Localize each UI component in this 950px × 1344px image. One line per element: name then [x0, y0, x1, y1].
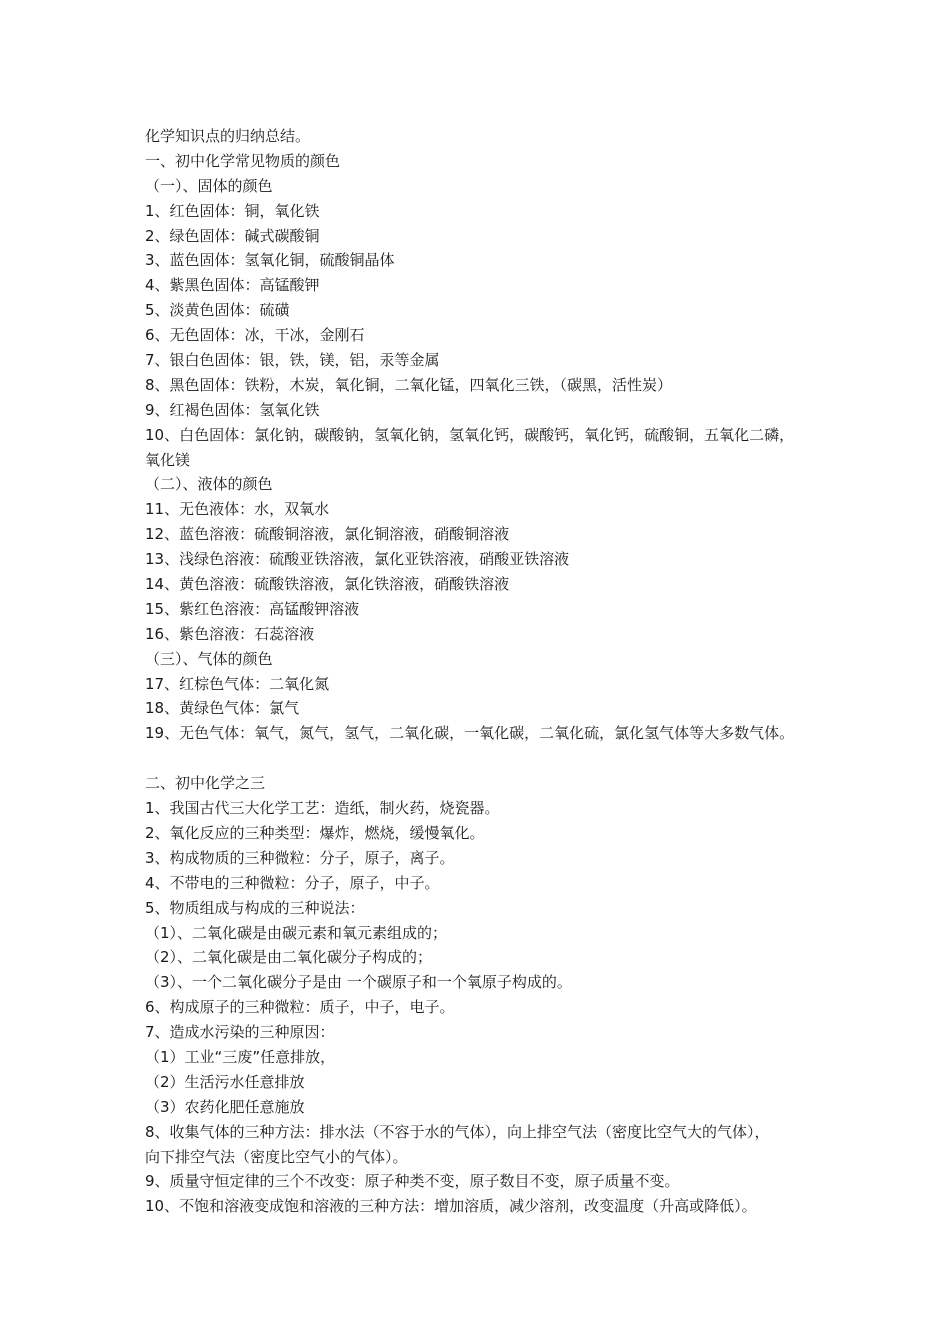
text-line: 7、造成水污染的三种原因： — [145, 1023, 335, 1042]
section-heading: 二、初中化学之三 — [145, 774, 266, 793]
text-line: 向下排空气法（密度比空气小的气体）。 — [145, 1147, 408, 1166]
blank-line — [145, 746, 820, 771]
text-line: 氧化镁 — [145, 450, 191, 469]
text-line: （三）、气体的颜色 — [145, 649, 273, 668]
text-line: 9、红褐色固体：氢氧化铁 — [145, 400, 320, 419]
text-line: 1、红色固体：铜，氧化铁 — [145, 201, 320, 220]
text-line: （1）、二氧化碳是由碳元素和氧元素组成的； — [145, 923, 448, 942]
text-line: （2）生活污水任意排放 — [145, 1072, 305, 1091]
text-line: 5、淡黄色固体：硫磺 — [145, 301, 290, 320]
text-line: （3）、一个二氧化碳分子是由 一个碳原子和一个氧原子构成的。 — [145, 973, 572, 992]
text-line: 5、物质组成与构成的三种说法： — [145, 898, 365, 917]
text-line: 8、黑色固体：铁粉，木炭，氧化铜，二氧化锰，四氧化三铁，（碳黑，活性炭） — [145, 375, 673, 394]
text-line: 3、蓝色固体：氢氧化铜，硫酸铜晶体 — [145, 251, 395, 270]
text-line: （3）农药化肥任意施放 — [145, 1097, 305, 1116]
text-line: （1）工业“三废”任意排放， — [145, 1047, 336, 1066]
text-line: 12、蓝色溶液：硫酸铜溶液，氯化铜溶液，硝酸铜溶液 — [145, 525, 510, 544]
text-line: 4、紫黑色固体：高锰酸钾 — [145, 276, 320, 295]
text-line: 16、紫色溶液：石蕊溶液 — [145, 624, 315, 643]
text-line: 10、白色固体：氯化钠，碳酸钠，氢氧化钠，氢氧化钙，碳酸钙，氧化钙，硫酸铜，五氧化二磷， — [145, 425, 795, 444]
text-line: 14、黄色溶液：硫酸铁溶液，氯化铁溶液，硝酸铁溶液 — [145, 575, 510, 594]
text-line: 15、紫红色溶液：高锰酸钾溶液 — [145, 599, 360, 618]
text-line: 2、绿色固体：碱式碳酸铜 — [145, 226, 320, 245]
text-line: （二）、液体的颜色 — [145, 475, 273, 494]
text-line: 11、无色液体：水，双氧水 — [145, 500, 330, 519]
text-line: 6、构成原子的三种微粒：质子，中子，电子。 — [145, 998, 455, 1017]
text-line: 1、我国古代三大化学工艺：造纸，制火药，烧瓷器。 — [145, 799, 500, 818]
text-line: 17、红棕色气体：二氧化氮 — [145, 674, 330, 693]
text-line: 19、无色气体：氧气，氮气，氢气，二氧化碳，一氧化碳，二氧化硫，氯化氢气体等大多数气体。 — [145, 724, 795, 743]
document-body — [145, 124, 820, 1219]
text-line: 13、浅绿色溶液：硫酸亚铁溶液，氯化亚铁溶液，硝酸亚铁溶液 — [145, 550, 570, 569]
document-title: 化学知识点的归纳总结。 — [145, 127, 311, 145]
text-line: 8、收集气体的三种方法：排水法（不容于水的气体），向上排空气法（密度比空气大的气体）， — [145, 1122, 770, 1141]
text-line: （2）、二氧化碳是由二氧化碳分子构成的； — [145, 948, 433, 967]
text-line: 9、质量守恒定律的三个不改变：原子种类不变，原子数目不变，原子质量不变。 — [145, 1172, 680, 1191]
text-line: 7、银白色固体：银，铁，镁，铝，汞等金属 — [145, 351, 440, 370]
text-line: （一）、固体的颜色 — [145, 176, 273, 195]
text-line: 4、不带电的三种微粒：分子，原子，中子。 — [145, 873, 440, 892]
text-line: 18、黄绿色气体：氯气 — [145, 699, 300, 718]
text-line: 6、无色固体：冰，干冰，金刚石 — [145, 326, 365, 345]
text-line: 2、氧化反应的三种类型：爆炸，燃烧，缓慢氧化。 — [145, 823, 485, 842]
text-line: 3、构成物质的三种微粒：分子，原子，离子。 — [145, 848, 455, 867]
text-line: 一、初中化学常见物质的颜色 — [145, 151, 341, 170]
text-line: 10、不饱和溶液变成饱和溶液的三种方法：增加溶质，减少溶剂，改变温度（升高或降低）。 — [145, 1197, 757, 1216]
